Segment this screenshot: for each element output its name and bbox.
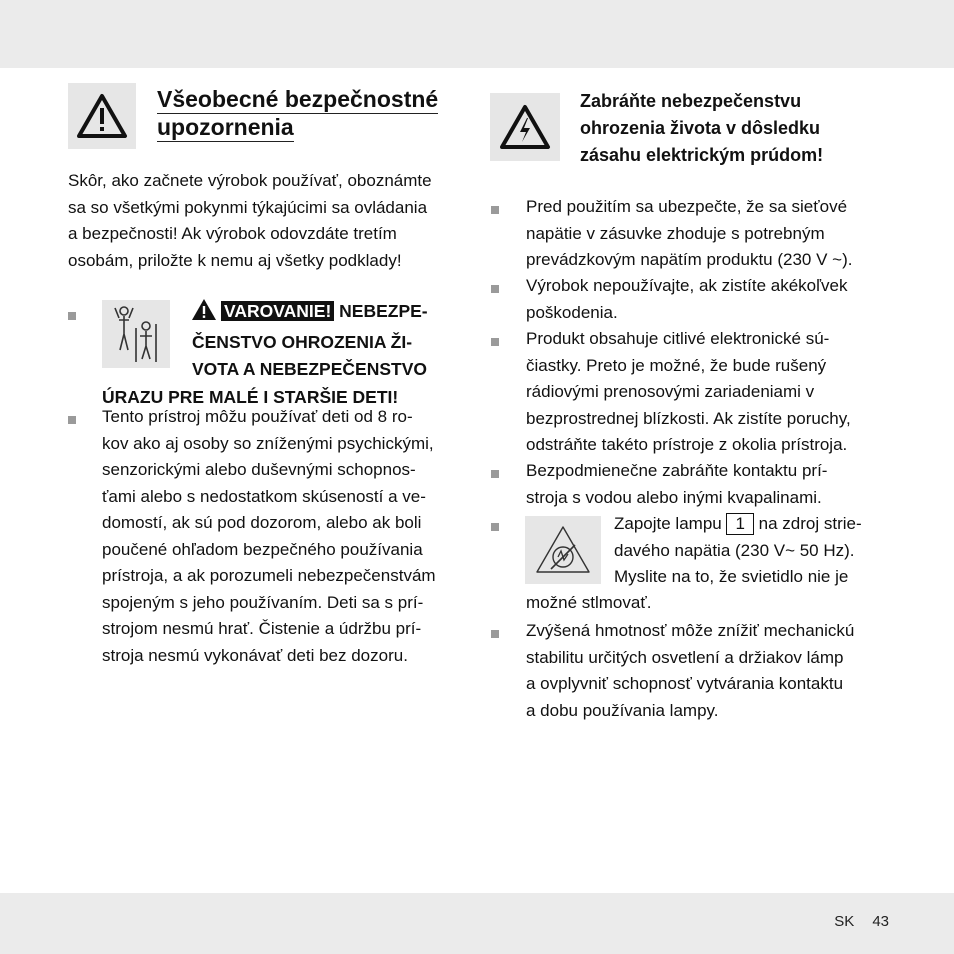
section-title xyxy=(157,86,438,142)
warning-triangle-icon xyxy=(192,299,216,329)
text-line: kov ako aj osoby so zníženými psychickými, xyxy=(102,433,434,453)
children-paragraph xyxy=(102,404,472,669)
text-line: davého napätia (230 V~ 50 Hz). xyxy=(614,540,855,560)
page-number: 43 xyxy=(872,913,889,930)
warning-line-4: ÚRAZU PRE MALÉ I STARŠIE DETI! xyxy=(102,386,399,407)
bullet-marker xyxy=(68,416,76,424)
warning-line-2: ČENSTVO OHROZENIA ŽI- xyxy=(192,331,413,352)
text-line: Bezpodmienečne zabráňte kontaktu prí- xyxy=(526,461,828,480)
bullet-marker xyxy=(491,470,499,478)
text-line: domostí, ak sú pod dozorom, alebo ak boli xyxy=(102,513,422,532)
title-line-2: upozornenia xyxy=(157,114,294,140)
bullet-marker xyxy=(491,630,499,638)
text-line: Tento prístroj môžu používať deti od 8 ro- xyxy=(102,407,413,426)
text-line: Myslite na to, že svietidlo nie je xyxy=(614,567,849,586)
intro-line: osobám, priložte k nemu aj všetky podklady! xyxy=(68,250,402,270)
intro-line: sa so všetkými pokynmi týkajúcimi sa ovládania xyxy=(68,197,428,217)
bullet-damage xyxy=(526,273,906,326)
bullet-connect xyxy=(614,511,904,591)
intro-line: Skôr, ako začnete výrobok používať, oboznámte xyxy=(68,171,432,190)
text-line: stroja s vodou alebo inými kvapalinami. xyxy=(526,487,822,507)
text-line: strojom nesmú hrať. Čistenie a údržbu prí- xyxy=(102,619,422,638)
non-dimmable-lamp-icon xyxy=(525,516,601,584)
bullet-voltage xyxy=(526,194,906,274)
text-line: stroja nesmú vykonávať deti bez dozoru. xyxy=(102,645,408,665)
text-line: odstráňte takéto prístroje z okolia prístroja. xyxy=(526,435,848,454)
electric-heading xyxy=(580,88,890,169)
bullet-marker xyxy=(491,285,499,293)
text-line: prevádzkovým napätím produktu (230 V ~). xyxy=(526,250,853,269)
heading-line: ohrozenia života v dôsledku xyxy=(580,118,821,138)
bullet-marker xyxy=(491,523,499,531)
text-line: ťami alebo s nedostatkom skúseností a ve- xyxy=(102,486,426,506)
high-voltage-triangle-icon xyxy=(490,93,560,161)
intro-line: a bezpečnosti! Ak výrobok odovzdáte tretím xyxy=(68,224,397,243)
warning-triangle-icon xyxy=(68,83,136,149)
part-reference: 1 xyxy=(726,513,753,535)
text-line: a dobu používania lampy. xyxy=(526,700,719,720)
text-line: bezprostrednej blízkosti. Ak zistíte poruchy, xyxy=(526,408,851,428)
bullet-marker xyxy=(68,312,76,320)
bullet-marker xyxy=(491,206,499,214)
text-line: senzorickými alebo duševnými schopnos- xyxy=(102,460,416,479)
bullet-marker xyxy=(491,338,499,346)
text-line: Zvýšená hmotnosť môže znížiť mechanickú xyxy=(526,621,855,640)
bullet-water xyxy=(526,458,906,511)
language-code: SK xyxy=(834,913,855,930)
text-line: spojeným s jeho používaním. Deti sa s prí- xyxy=(102,592,424,612)
text-line: a ovplyvniť schopnosť vytvárania kontaktu xyxy=(526,674,844,693)
text-fragment: Zapojte lampu xyxy=(614,514,727,533)
text-line: Výrobok nepoužívajte, ak zistíte akékoľvek xyxy=(526,276,848,295)
text-line: stabilitu určitých osvetlení a držiakov lámp xyxy=(526,647,844,667)
text-line: rádiovými prenosovými zariadeniami v xyxy=(526,382,815,401)
text-line xyxy=(614,511,904,538)
bullet-connect-tail xyxy=(526,590,906,617)
bottom-band xyxy=(0,893,954,954)
text-line: poškodenia. xyxy=(526,302,618,322)
warning-line-3: VOTA A NEBEZPEČENSTVO xyxy=(192,359,427,379)
text-line: Produkt obsahuje citlivé elektronické sú- xyxy=(526,329,830,348)
title-line-1: Všeobecné bezpečnostné xyxy=(157,86,439,112)
bullet-weight xyxy=(526,618,906,724)
warning-line-1 xyxy=(102,298,472,329)
text-line: Pred použitím sa ubezpečte, že sa sieťové xyxy=(526,197,848,216)
text-line: poučené ohľadom bezpečného používania xyxy=(102,539,423,559)
heading-line: zásahu elektrickým prúdom! xyxy=(580,145,824,165)
bullet-electronics xyxy=(526,326,906,459)
text-line: napätie v zásuvke zhoduje s potrebným xyxy=(526,223,825,243)
top-band xyxy=(0,0,954,68)
warning-text: NEBEZPE- xyxy=(334,301,428,321)
warning-label: VAROVANIE! xyxy=(221,301,334,321)
heading-line: Zabráňte nebezpečenstvu xyxy=(580,91,802,111)
text-line: možné stlmovať. xyxy=(526,593,652,612)
children-warning xyxy=(102,298,472,411)
intro-paragraph xyxy=(68,168,468,274)
text-fragment: na zdroj strie- xyxy=(753,514,862,533)
text-line: prístroja, a ak porozumeli nebezpečenstvám xyxy=(102,566,436,585)
text-line: čiastky. Preto je možné, že bude rušený xyxy=(526,355,827,375)
page-footer xyxy=(834,913,889,930)
